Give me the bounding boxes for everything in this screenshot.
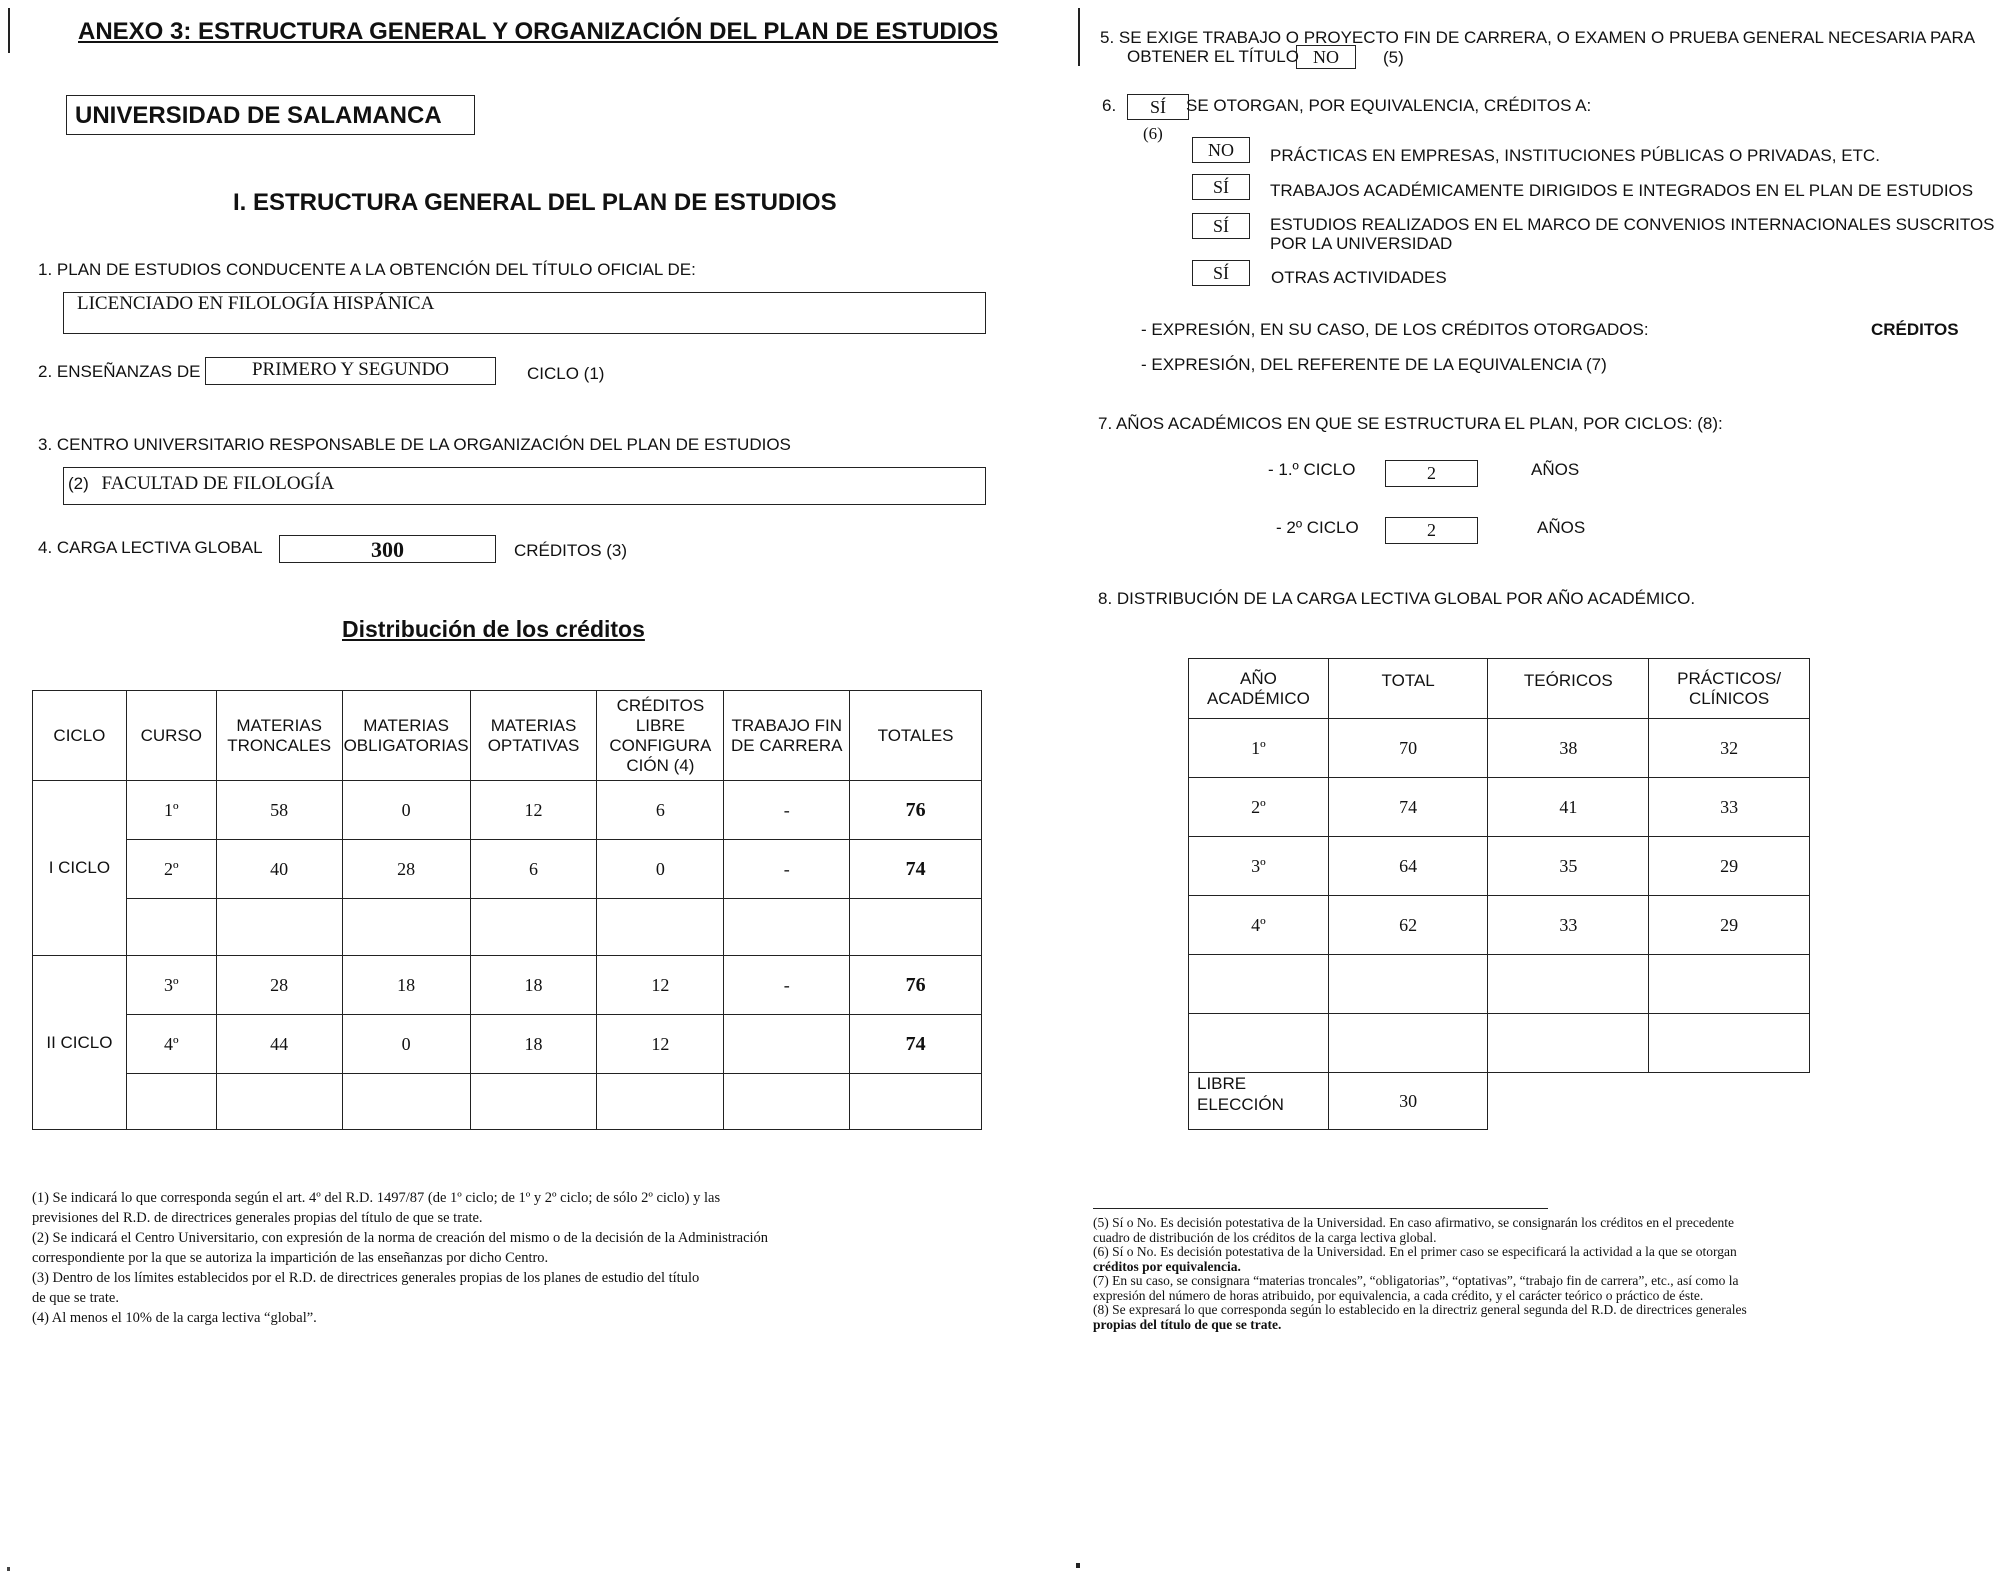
table-row-empty [1189,1014,1810,1073]
cell-troncales: 44 [216,1015,342,1074]
expr-creditos: - EXPRESIÓN, EN SU CASO, DE LOS CRÉDITOS OTORGADOS: [1141,320,1649,339]
university-name: UNIVERSIDAD DE SALAMANCA [66,95,475,135]
footnote-line: (6) Sí o No. Es decisión potestativa de la Universidad. En el primer caso se especificará la actividad a la que se otorgan [1093,1244,1737,1259]
cell-total: 76 [850,956,982,1015]
cell-total: 74 [850,1015,982,1074]
cell-troncales: 58 [216,781,342,840]
cell-curso: 2º [126,840,216,899]
cell-practicos: 32 [1649,719,1810,778]
cell-total: 76 [850,781,982,840]
table-row [1189,896,1810,955]
footnote-line: correspondiente por la que se autoriza la impartición de las enseñanzas por dicho Centro. [32,1250,549,1266]
cell-teoricos: 35 [1488,837,1649,896]
cell-libre: 0 [597,840,724,899]
cell-libre: 6 [597,781,724,840]
q6-item-text: OTRAS ACTIVIDADES [1271,268,1447,287]
libre-eleccion-value: 30 [1328,1073,1488,1130]
q5-answer: NO [1313,47,1339,67]
cell-troncales: 28 [216,956,342,1015]
expr-referente: - EXPRESIÓN, DEL REFERENTE DE LA EQUIVALENCIA (7) [1141,355,1607,374]
q2-label: 2. ENSEÑANZAS DE [38,362,201,381]
footnote-line: (1) Se indicará lo que corresponda según el art. 4º del R.D. 1497/87 (de 1º ciclo; de 1º y 2º ciclo; de sólo 2º ciclo) y las [32,1190,721,1206]
footnote-line: (5) Sí o No. Es decisión potestativa de la Universidad. En caso afirmativo, se consignarán los créditos en el precedente [1093,1215,1735,1230]
q2-suffix: CICLO (1) [527,364,605,383]
q6-item-answer: SÍ [1212,216,1229,236]
credits-header-row [33,691,982,781]
q7-ciclo2-unit: AÑOS [1537,518,1586,537]
q5-line1: 5. SE EXIGE TRABAJO O PROYECTO FIN DE CARRERA, O EXAMEN O PRUEBA GENERAL NECESARIA PARA [1100,28,1976,47]
title-field [63,292,986,334]
footnote-line: créditos por equivalencia. [1093,1258,1241,1274]
col-header-obligatorias: MATERIAS OBLIGATORIAS [342,691,470,781]
carga-value: 300 [371,537,404,562]
q7-ciclo2-box [1385,517,1478,544]
ciclo-1-label: I CICLO [33,781,127,956]
cell-optativas: 6 [470,840,597,899]
q6-item-box [1192,174,1250,200]
q8-label: 8. DISTRIBUCIÓN DE LA CARGA LECTIVA GLOBAL POR AÑO ACADÉMICO. [1098,589,1696,608]
table-row [1189,837,1810,896]
col-header-ciclo: CICLO [33,691,127,781]
cell-libre: 12 [597,1015,724,1074]
cell-practicos: 33 [1649,778,1810,837]
scan-speck [7,1567,10,1571]
carga-field [279,535,496,563]
footnote-line: propias del título de que se trate. [1093,1316,1282,1332]
right-footnotes [1093,1216,1747,1332]
footnote-line: expresión del número de horas atribuido, por equivalencia, a cada crédito, y el carácter teórico o práctico de éste. [1093,1287,1704,1303]
q7-ciclo2-value: 2 [1427,520,1436,540]
q6-item-text: PRÁCTICAS EN EMPRESAS, INSTITUCIONES PÚBLICAS O PRIVADAS, ETC. [1270,146,1880,165]
table-row-empty [33,899,982,956]
footnote-line: (4) Al menos el 10% de la carga lectiva “global”. [32,1310,317,1326]
cell-practicos: 29 [1649,896,1810,955]
q1-label: 1. PLAN DE ESTUDIOS CONDUCENTE A LA OBTENCIÓN DEL TÍTULO OFICIAL DE: [38,260,696,279]
footnote-line: (3) Dentro de los límites establecidos por el R.D. de directrices generales propias de los planes de estudio del título [32,1270,700,1286]
q5-answer-box [1296,45,1356,69]
q6-item-box [1192,260,1250,286]
q4-suffix: CRÉDITOS (3) [514,541,628,560]
cell-curso: 1º [126,781,216,840]
cell-teoricos: 41 [1488,778,1649,837]
cell-obligatorias: 0 [342,781,470,840]
credits-table [32,690,982,1130]
cell-trabajo: - [724,840,850,899]
ciclo-2-label: II CICLO [33,956,127,1130]
q6-item-text-cont: POR LA UNIVERSIDAD [1270,234,1453,253]
col-header-totales: TOTALES [850,691,982,781]
q6-item-text: TRABAJOS ACADÉMICAMENTE DIRIGIDOS E INTEGRADOS EN EL PLAN DE ESTUDIOS [1270,181,1974,200]
q6-text: SE OTORGAN, POR EQUIVALENCIA, CRÉDITOS A: [1186,96,1592,115]
cell-trabajo [724,1015,850,1074]
col-header-libre: CRÉDITOS LIBRE CONFIGURA CIÓN (4) [597,691,724,781]
footnote-line: de que se trate. [32,1290,119,1306]
cell-anio: 2º [1189,778,1329,837]
table-row [1189,719,1810,778]
col-header-total: TOTAL [1328,659,1488,719]
cell-obligatorias: 0 [342,1015,470,1074]
cell-obligatorias: 28 [342,840,470,899]
cell-optativas: 18 [470,956,597,1015]
col-header-troncales: MATERIAS TRONCALES [216,691,342,781]
col-header-practicos: PRÁCTICOS/ CLÍNICOS [1649,659,1810,719]
q7-ciclo1-box [1385,460,1478,487]
centro-ref: (2) [68,474,89,493]
cell-total: 74 [1328,778,1488,837]
cell-total: 64 [1328,837,1488,896]
cell-trabajo: - [724,956,850,1015]
q7-label: 7. AÑOS ACADÉMICOS EN QUE SE ESTRUCTURA EL PLAN, POR CICLOS: (8): [1098,414,1723,433]
centro-value: FACULTAD DE FILOLOGÍA [101,473,335,494]
q4-label: 4. CARGA LECTIVA GLOBAL [38,538,263,557]
page-edge-mark [1078,8,1080,66]
table-row [33,956,982,1015]
col-header-teoricos: TEÓRICOS [1488,659,1649,719]
table-row [33,1015,982,1074]
distribution-title: Distribución de los créditos [342,616,645,642]
cell-teoricos: 38 [1488,719,1649,778]
cell-curso: 3º [126,956,216,1015]
cell-trabajo: - [724,781,850,840]
centro-field [63,467,986,505]
q6-number: 6. [1102,96,1117,115]
anexo-title: ANEXO 3: ESTRUCTURA GENERAL Y ORGANIZACIÓN DEL PLAN DE ESTUDIOS [78,18,999,45]
footnote-line: (8) Se expresará lo que corresponda según lo establecido en la directriz general segunda del R.D. de directrices generales [1093,1302,1747,1317]
table-row-empty [33,1074,982,1130]
cell-libre: 12 [597,956,724,1015]
q6-item-answer: SÍ [1212,263,1229,283]
q7-ciclo2-label: - 2º CICLO [1276,518,1359,537]
q6-item-answer: NO [1208,140,1234,160]
footnote-line: (7) En su caso, se consignara “materias troncales”, “obligatorias”, “optativas”, “trabajo fin de carrera”, etc., así como la [1093,1273,1739,1288]
year-header-row [1189,659,1810,719]
cell-anio: 3º [1189,837,1329,896]
cell-practicos: 29 [1649,837,1810,896]
cell-anio: 4º [1189,896,1329,955]
table-row [33,781,982,840]
ensenanzas-value: PRIMERO Y SEGUNDO [251,359,450,380]
cell-total: 62 [1328,896,1488,955]
cell-optativas: 18 [470,1015,597,1074]
cell-total: 70 [1328,719,1488,778]
cell-optativas: 12 [470,781,597,840]
q5-ref: (5) [1383,48,1404,67]
q7-ciclo1-unit: AÑOS [1531,460,1580,479]
libre-eleccion-label: LIBRE ELECCIÓN [1189,1073,1329,1130]
q3-label: 3. CENTRO UNIVERSITARIO RESPONSABLE DE LA ORGANIZACIÓN DEL PLAN DE ESTUDIOS [38,435,791,454]
left-footnotes [32,1188,768,1328]
q7-ciclo1-label: - 1.º CICLO [1268,460,1356,479]
q6-answer: SÍ [1149,97,1166,117]
cell-troncales: 40 [216,840,342,899]
col-header-optativas: MATERIAS OPTATIVAS [470,691,597,781]
table-row [33,840,982,899]
col-header-curso: CURSO [126,691,216,781]
cell-obligatorias: 18 [342,956,470,1015]
footnote-line: (2) Se indicará el Centro Universitario, con expresión de la norma de creación del mismo o de la decisión de la Administración [32,1230,769,1246]
cell-curso: 4º [126,1015,216,1074]
scan-speck [1076,1563,1080,1568]
q6-item-text: ESTUDIOS REALIZADOS EN EL MARCO DE CONVENIOS INTERNACIONALES SUSCRITOS [1270,215,1995,234]
footnote-line: cuadro de distribución de los créditos de la carga lectiva global. [1093,1229,1437,1245]
ensenanzas-field [205,357,496,385]
q7-ciclo1-value: 2 [1427,463,1436,483]
title-value: LICENCIADO EN FILOLOGÍA HISPÁNICA [77,293,435,314]
cell-total: 74 [850,840,982,899]
q6-ref: (6) [1143,124,1163,143]
page-edge-mark [8,8,10,53]
footnote-line: previsiones del R.D. de directrices generales propias del título de que se trate. [32,1210,483,1226]
footnote-divider [1093,1208,1548,1209]
q6-item-box [1192,213,1250,239]
table-row-empty [1189,955,1810,1014]
cell-anio: 1º [1189,719,1329,778]
q6-answer-box [1127,94,1189,120]
col-header-anio: AÑO ACADÉMICO [1189,659,1329,719]
year-distribution-table [1188,658,1810,1130]
table-row [1189,778,1810,837]
q6-item-answer: SÍ [1212,177,1229,197]
q5-line2: OBTENER EL TÍTULO [1127,47,1299,66]
cell-teoricos: 33 [1488,896,1649,955]
expr-creditos-unit: CRÉDITOS [1871,320,1959,339]
col-header-trabajo: TRABAJO FIN DE CARRERA [724,691,850,781]
q6-item-box [1192,137,1250,163]
section-title: I. ESTRUCTURA GENERAL DEL PLAN DE ESTUDIOS [233,189,837,216]
libre-eleccion-row [1189,1073,1810,1130]
